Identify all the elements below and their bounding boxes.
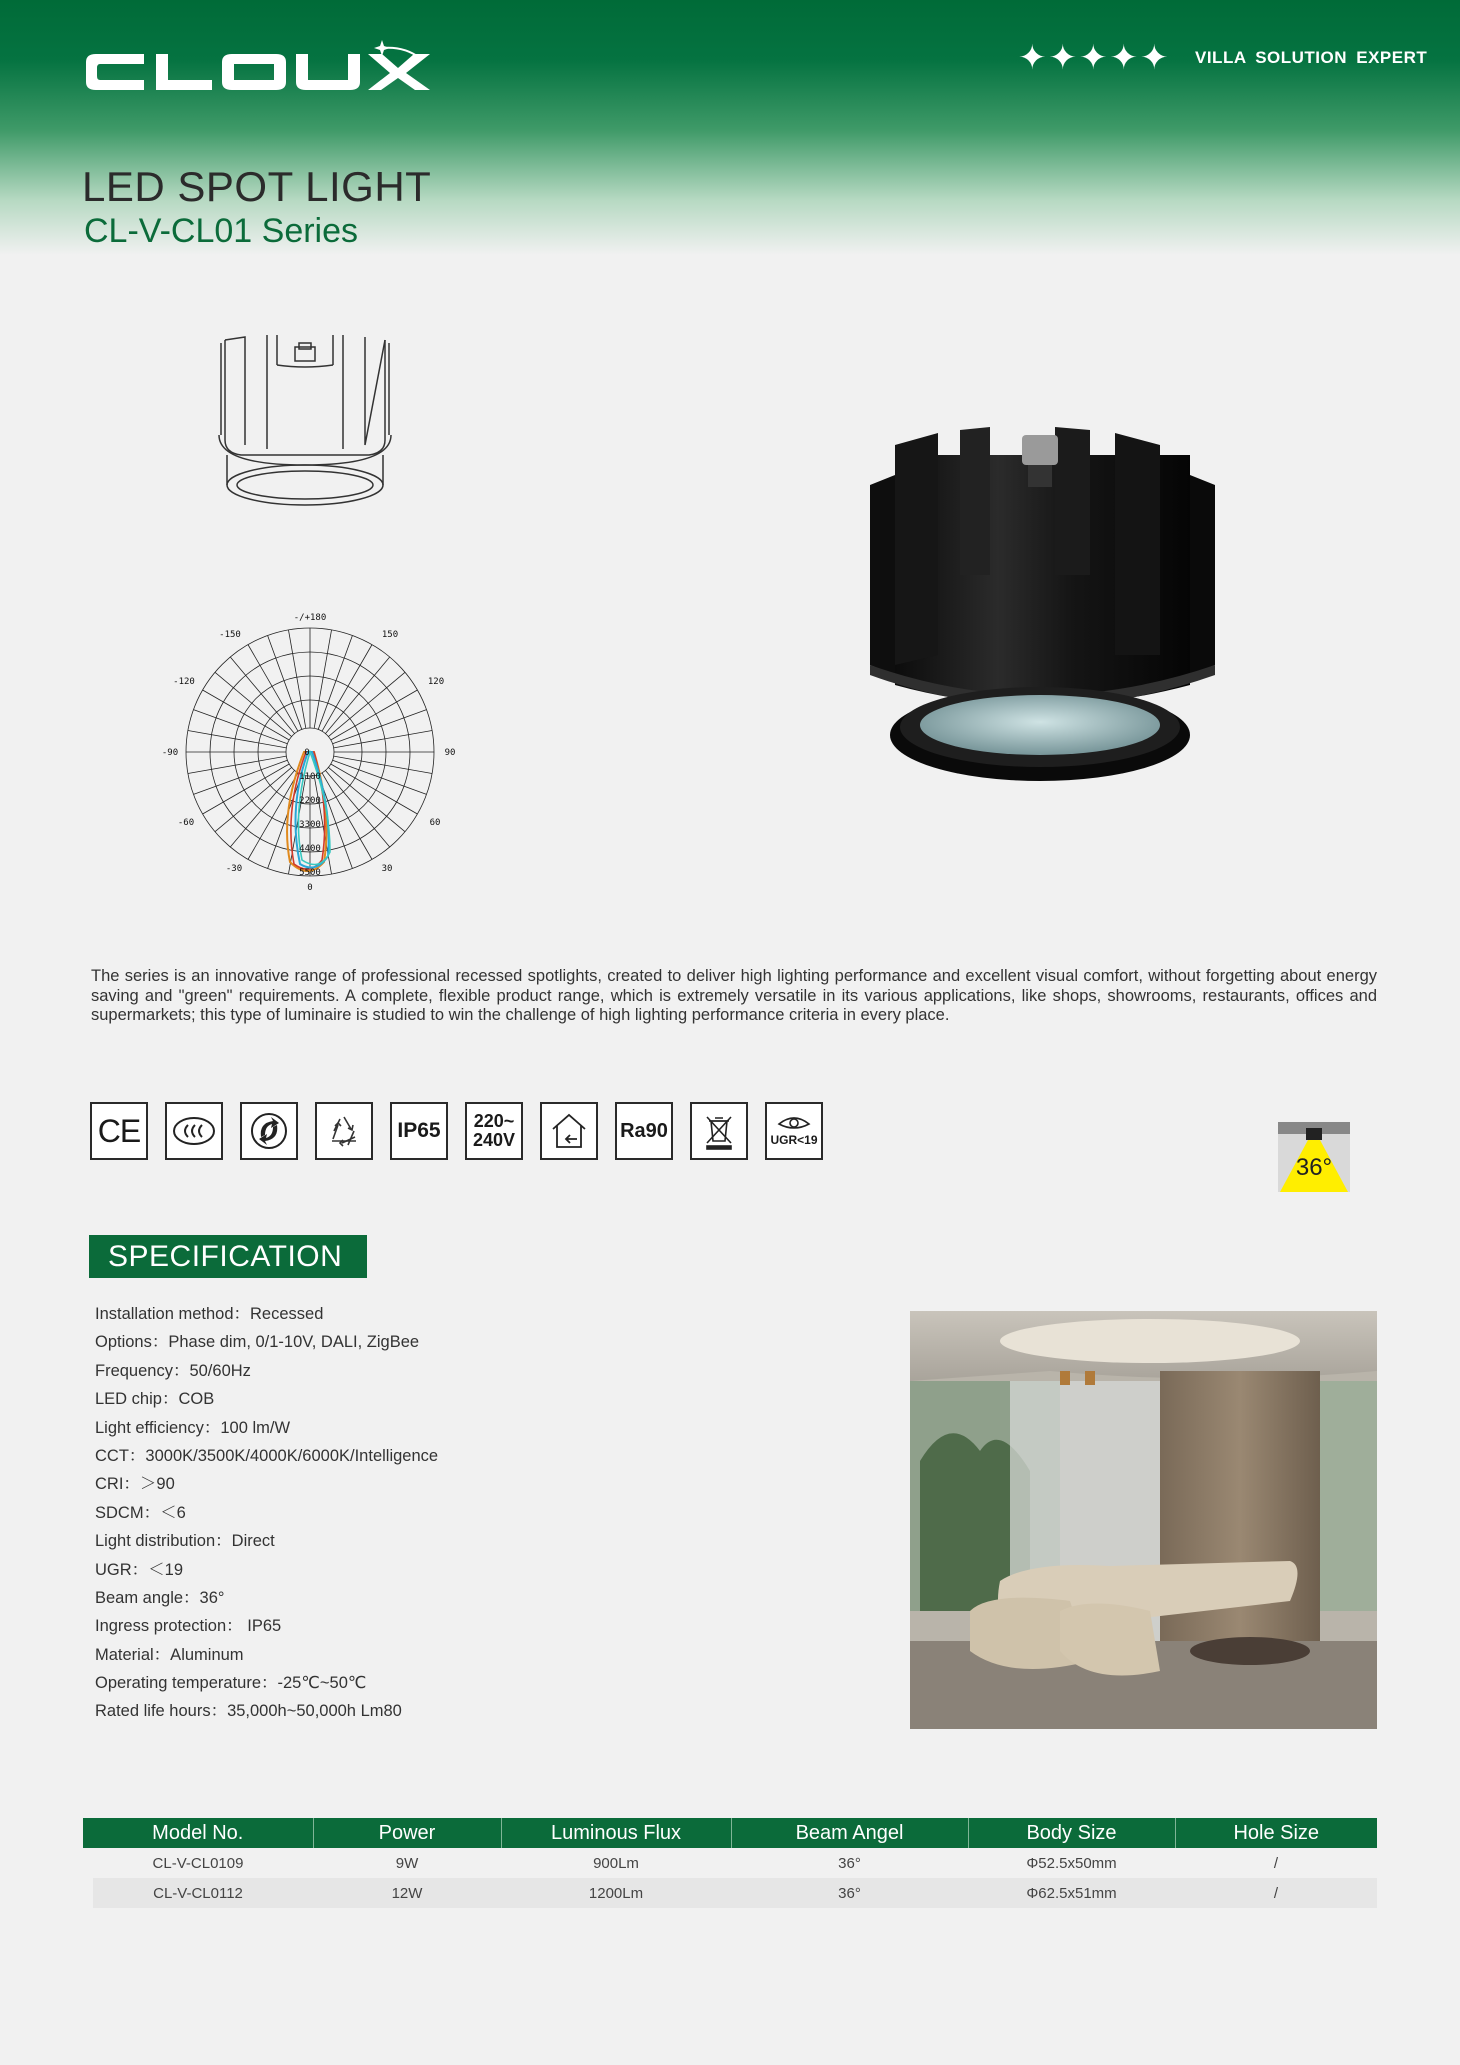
ip-rating-icon [390,1102,448,1160]
table-cell: CL-V-CL0112 [83,1878,313,1908]
voltage-line2: 240V [472,1130,516,1150]
spec-item: CRI：＞90 [95,1475,175,1494]
beam-angle-badge [1278,1122,1350,1194]
spec-item: Beam angle：36° [95,1588,225,1607]
spec-item: Light distribution：Direct [95,1532,275,1551]
polar-label-p90: 90 [444,748,456,758]
column-header: Luminous Flux [501,1818,731,1848]
series-title: CL-V-CL01 Series [84,212,359,250]
spec-item: Frequency：50/60Hz [95,1361,251,1380]
ip-rating-label: IP65 [397,1119,441,1142]
column-header: Model No. [83,1818,313,1848]
table-cell: 9W [395,1854,419,1872]
polar-distribution-diagram [150,605,470,905]
ra-index-icon [615,1102,673,1160]
polar-label-m30: -30 [225,864,243,874]
spec-item: Ingress protection： IP65 [95,1617,282,1636]
polar-label-zero: 0 [307,883,313,893]
column-header: Power [313,1818,501,1848]
specification-heading: SPECIFICATION [89,1235,367,1278]
weee-bin-icon [690,1102,748,1160]
table-cell: / [1175,1878,1377,1908]
polar-label-p60: 60 [429,818,441,828]
polar-label-m150: -150 [219,630,241,640]
product-outline-drawing [205,325,405,515]
recycle-icon [315,1102,373,1160]
polar-radial-label: 0 [304,748,310,758]
table-row [83,1848,1377,1878]
table-cell: CL-V-CL0109 [152,1854,244,1872]
table-cell: Φ62.5x51mm [968,1878,1175,1908]
product-photo [850,425,1230,795]
spec-item: CCT：3000K/3500K/4000K/6000K/Intelligence [95,1446,439,1465]
room-scene-photo [910,1311,1377,1729]
polar-radial-label: 1100 [299,772,321,782]
specification-list [95,1300,438,1726]
ugr-label: UGR<19 [770,1133,818,1147]
ccc-mark-icon [165,1102,223,1160]
ce-mark-label: CE [97,1112,141,1149]
spec-item: Installation method：Recessed [95,1305,324,1323]
spec-item: Rated life hours：35,000h~50,000h Lm80 [95,1702,402,1721]
spec-item: Light efficiency：100 lm/W [95,1418,291,1437]
voltage-icon [465,1102,523,1160]
polar-label-p150: 150 [381,630,399,640]
spec-item: Options：Phase dim, 0/1-10V, DALI, ZigBee [95,1333,420,1352]
product-description: The series is an innovative range of professional recessed spotlights, created to deliver high lighting performance and excellent visual comfort, without forgetting about energy saving and "green" requirements. A complete, flexible product range, which is extremely versatile in its various applications, like shops, showrooms, restaurants, offices and supermarkets; this type of luminaire is studied to win the challenge of high lighting performance criteria in every place. [91,967,1377,1024]
table-header-row [83,1818,1377,1848]
table-cell: 12W [313,1878,501,1908]
polar-radial-label: 3300 [299,820,321,830]
spec-item: Operating temperature：-25℃~50℃ [95,1674,367,1693]
polar-label-m120: -120 [173,677,195,687]
column-header: Body Size [968,1818,1175,1848]
voltage-line1: 220~ [473,1111,515,1131]
table-cell: Φ52.5x50mm [1026,1854,1117,1872]
polar-label-180: -/+180 [293,613,327,623]
model-table [83,1818,1377,1908]
page-title: LED SPOT LIGHT [82,163,432,210]
table-cell: 900Lm [593,1854,639,1872]
table-cell: 1200Lm [501,1878,731,1908]
brand-tagline: VILLA SOLUTION EXPERT [1195,48,1428,67]
column-header: Hole Size [1175,1818,1377,1848]
table-cell: 36° [838,1854,861,1872]
ugr-icon [765,1102,823,1160]
table-cell: 36° [731,1878,968,1908]
green-dot-icon [240,1102,298,1160]
polar-radial-label: 2200 [299,796,321,806]
beam-angle-label: 36° [1295,1154,1333,1181]
spec-item: Material：Aluminum [95,1645,244,1664]
spec-item: UGR：＜19 [95,1560,184,1579]
ra-index-label: Ra90 [620,1119,668,1142]
polar-radial-label: 4400 [299,844,321,854]
table-row [83,1878,1377,1908]
spec-item: LED chip：COB [95,1390,215,1409]
rating-stars: ✦✦✦✦✦ [1018,38,1171,78]
column-header: Beam Angel [731,1818,968,1848]
polar-label-m60: -60 [177,818,195,828]
cloux-logo [82,40,437,102]
indoor-use-icon [540,1102,598,1160]
table-cell: / [1273,1854,1279,1872]
polar-label-p30: 30 [381,864,393,874]
polar-radial-label: 5500 [299,868,321,878]
polar-label-m90: -90 [161,748,179,758]
ce-mark-icon [90,1102,148,1160]
polar-label-p120: 120 [427,677,445,687]
spec-item: SDCM：＜6 [95,1503,186,1522]
